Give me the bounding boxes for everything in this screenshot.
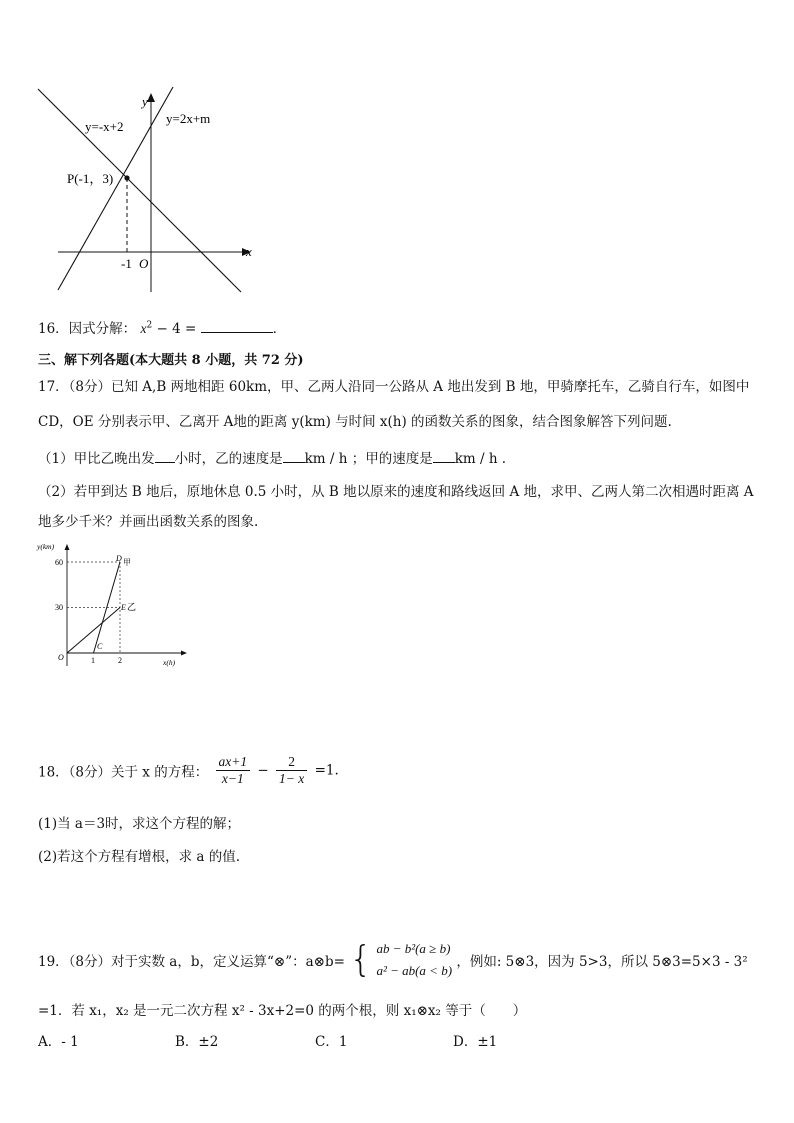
g2-line-yi-oe	[67, 608, 120, 654]
q17-line1: 17．（8分）已知 A,B 两地相距 60km，甲、乙两人沿同一公路从 A 地出发到 B 地，甲骑摩托车，乙骑自行车，如图中	[38, 379, 750, 395]
linear-functions-graph	[30, 80, 270, 300]
q17-sub1-d: km / h .	[454, 451, 507, 467]
distance-time-graph	[35, 540, 195, 675]
q19-case1: ab − b²(a ≥ b)	[376, 941, 451, 956]
q16-expr-rest: − 4 =	[152, 321, 197, 337]
q19-case2: a² − ab(a < b)	[376, 963, 453, 978]
q17-sub1-a: （1）甲比乙晚出发	[38, 451, 155, 467]
g2-y-axis-arrow	[65, 544, 70, 550]
g2-label-c: C	[97, 642, 103, 651]
q16-suffix: ．	[272, 321, 287, 337]
q18-part2: (2)若这个方程有增根，求 a 的值.	[38, 849, 241, 865]
q18-part1: (1)当 a＝3时，求这个方程的解；	[38, 816, 241, 832]
g2-label-e-name: 乙	[127, 602, 137, 612]
q19-option-a[interactable]: A．- 1	[38, 1034, 79, 1050]
q17-sub1	[38, 447, 506, 467]
q17-blank-delay[interactable]	[155, 462, 175, 463]
g2-y-tick-30: 30	[55, 603, 63, 612]
q16-expr-base: x	[140, 321, 147, 336]
q17-blank-yi-speed[interactable]	[283, 462, 305, 463]
q18-minus: −	[257, 762, 269, 779]
q18-frac2-den: 1− x	[279, 771, 305, 786]
g2-x-tick-1: 1	[91, 656, 95, 665]
y-axis-label: y	[142, 94, 148, 109]
q19-cases	[376, 938, 452, 982]
point-p-label: P(-1，3)	[67, 171, 114, 186]
g2-label-d-name: 甲	[123, 558, 131, 567]
q19-brace: {	[349, 939, 373, 980]
g2-y-tick-60: 60	[55, 558, 63, 567]
question-18	[38, 754, 339, 787]
q18-frac1-num: ax+1	[216, 754, 251, 771]
q19-line2: =1．若 x₁，x₂ 是一元二次方程 x² - 3x+2=0 的两个根，则 x₁⊗x₂ 等于（ ）	[38, 1003, 527, 1019]
q19-suffix: ，例如: 5⊗3，因为 5>3，所以 5⊗3=5×3 - 3²	[456, 954, 748, 970]
origin-label: O	[139, 256, 149, 271]
g2-y-label: y(km)	[37, 542, 55, 551]
line2-label: y=2x+m	[166, 111, 211, 126]
q18-fraction-1	[216, 754, 251, 787]
tick-neg1-label: -1	[121, 256, 132, 271]
q18-frac2-num: 2	[276, 754, 307, 771]
q17-sub1-c: km / h ；甲的速度是	[304, 451, 433, 467]
q19-prefix: 19．（8分）对于实数 a，b，定义运算“⊗”：a⊗b=	[38, 954, 345, 970]
g2-x-label: x(h)	[163, 658, 176, 667]
q18-equals: =1.	[314, 762, 339, 779]
g2-origin: O	[58, 653, 64, 662]
q16-prefix: 16．因式分解：	[38, 321, 137, 337]
q16-expr-exp: 2	[146, 320, 153, 331]
q19-option-c[interactable]: C．1	[315, 1034, 348, 1050]
x-axis-label: x	[246, 244, 252, 259]
g2-label-d: D	[116, 554, 122, 563]
line-y-2x-plus-m	[58, 87, 173, 290]
y-axis-arrow	[147, 93, 155, 102]
g2-label-e: E	[121, 603, 126, 612]
q18-prefix: 18．（8分）关于 x 的方程：	[38, 764, 209, 781]
q18-frac1-den: x−1	[221, 771, 244, 786]
question-19	[38, 938, 748, 982]
g2-x-tick-2: 2	[118, 656, 122, 665]
q19-option-d[interactable]: D．±1	[453, 1034, 498, 1050]
q17-line2: CD，OE 分别表示甲、乙离开 A地的距离 y(km) 与时间 x(h) 的函数关系的图象，结合图象解答下列问题.	[38, 414, 672, 430]
q17-sub1-b: 小时，乙的速度是	[174, 451, 283, 467]
q18-fraction-2	[276, 754, 307, 787]
g2-x-axis-arrow	[181, 651, 187, 656]
line1-label: y=-x+2	[85, 119, 124, 134]
question-16	[38, 317, 286, 337]
section-3-heading: 三、解下列各题(本大题共 8 小题，共 72 分)	[38, 353, 304, 368]
q17-blank-jia-speed[interactable]	[433, 462, 455, 463]
q17-sub2-line2: 地多少千米？并画出函数关系的图象.	[38, 514, 259, 530]
q19-option-b[interactable]: B．±2	[175, 1034, 219, 1050]
q17-sub2-line1: （2）若甲到达 B 地后，原地休息 0.5 小时，从 B 地以原来的速度和路线返回 A 地，求甲、乙两人第二次相遇时距离 A	[38, 484, 754, 500]
q16-answer-blank[interactable]	[201, 332, 273, 333]
point-p	[124, 175, 129, 180]
